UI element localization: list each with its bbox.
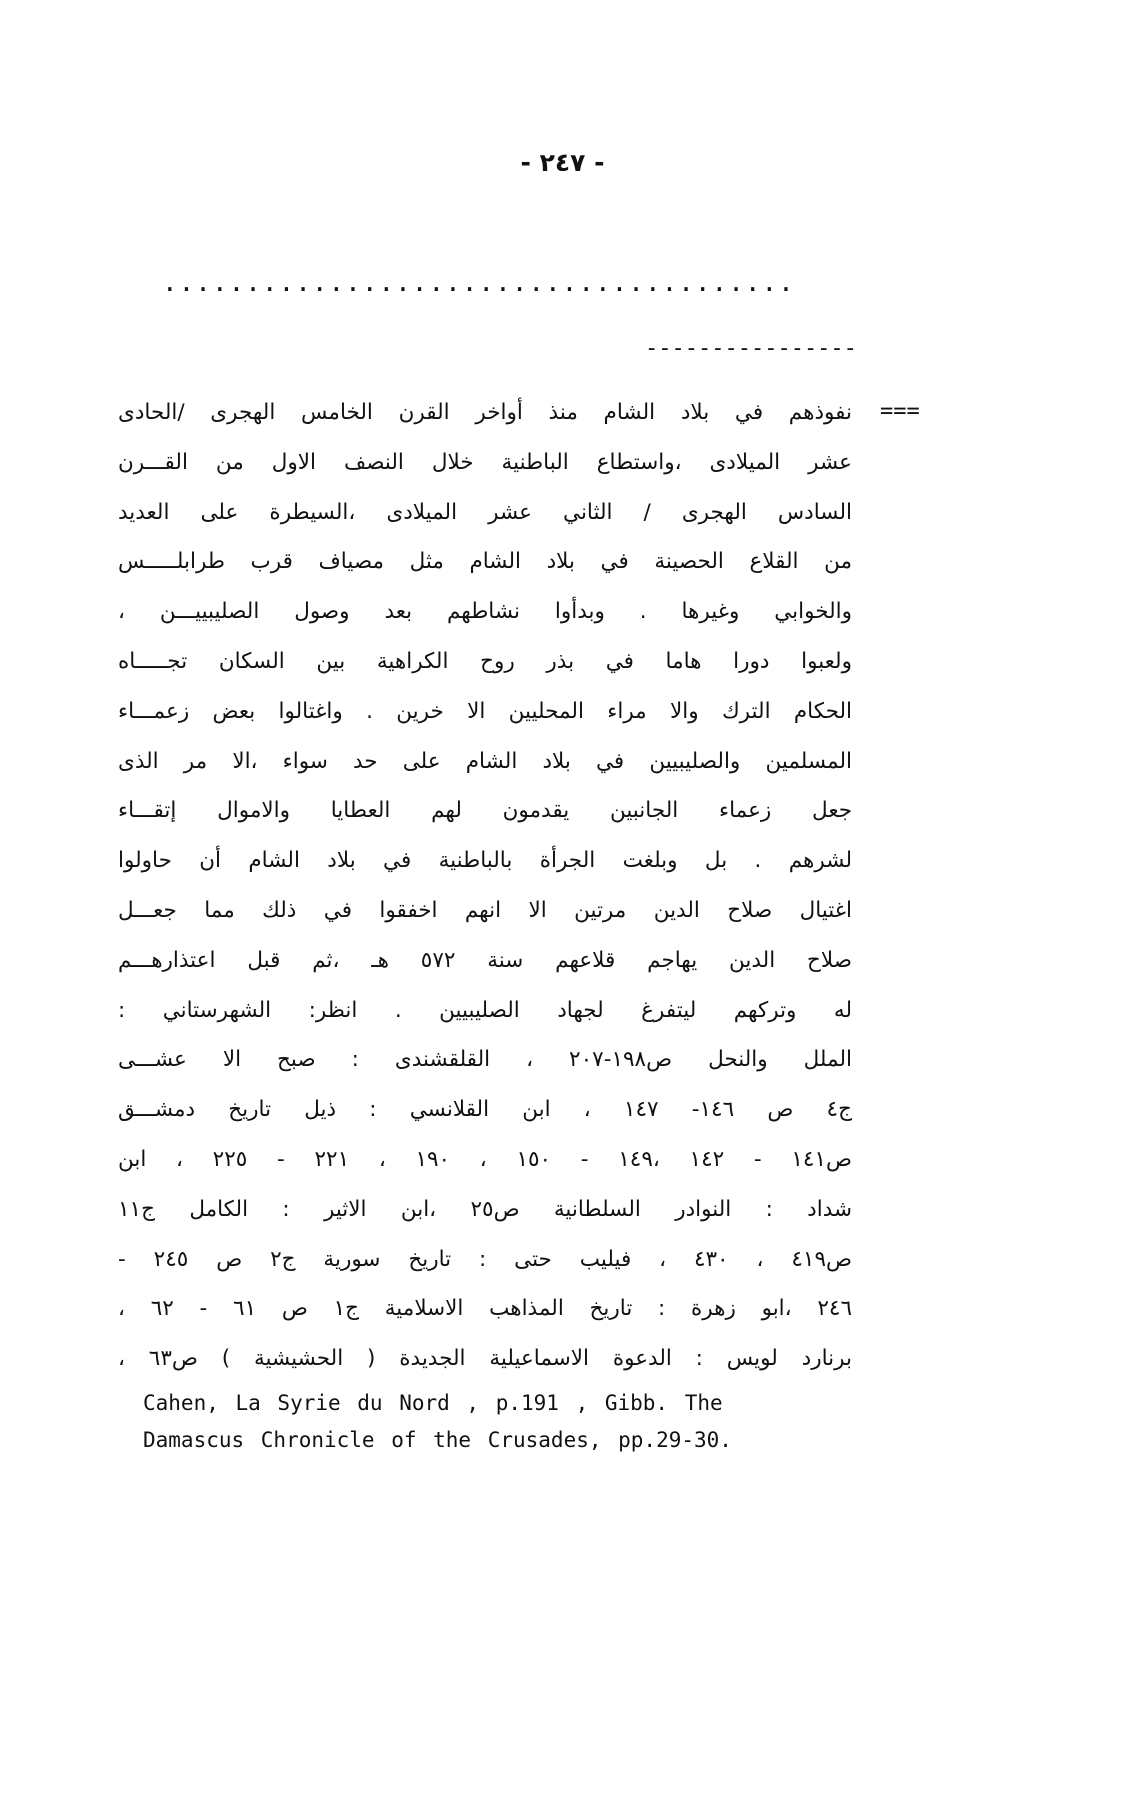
dashed-separator: ---------------- xyxy=(645,336,857,361)
reference-line: Cahen, La Syrie du Nord , p.191 , Gibb. The xyxy=(143,1391,723,1415)
reference-line: Damascus Chronicle of the Crusades, pp.29-30. xyxy=(143,1428,732,1452)
footnote-line: ج٤ ص ١٤٦- ١٤٧ ، ابن القلانسي : ذيل تاريخ دمشـــق xyxy=(118,1097,852,1123)
dotted-separator: ...................................... xyxy=(162,268,795,298)
footnote-line: اغتيال صلاح الدين مرتين الا انهم اخفقوا في ذلك مما جعـــل xyxy=(118,897,852,923)
footnote-line: ٢٤٦ ،ابو زهرة : تاريخ المذاهب الاسلامية ج١ ص ٦١ - ٦٢ ، xyxy=(118,1296,852,1322)
footnote-line: نفوذهم في بلاد الشام منذ أواخر القرن الخامس الهجرى /الحادى xyxy=(118,400,852,425)
continuation-marker: === xyxy=(880,399,920,424)
footnote-line: جعل زعماء الجانبين يقدمون لهم العطايا والاموال إتقـــاء xyxy=(118,798,852,824)
footnote-line: والخوابي وغيرها . وبدأوا نشاطهم بعد وصول الصليبييـــن ، xyxy=(118,599,852,625)
footnote-line: ولعبوا دورا هاما في بذر روح الكراهية بين السكان تجـــــاه xyxy=(118,648,852,674)
footnote-line: شداد : النوادر السلطانية ص٢٥ ،ابن الاثير : الكامل ج١١ xyxy=(118,1196,852,1222)
footnote-line: السادس الهجرى / الثاني عشر الميلادى ،السيطرة على العديد xyxy=(118,499,852,525)
footnote-latin-references xyxy=(143,1385,863,1459)
footnote-line: لشرهم . بل وبلغت الجرأة بالباطنية في بلاد الشام أن حاولوا xyxy=(118,848,852,874)
footnote-line: عشر الميلادى ،واستطاع الباطنية خلال النصف الاول من القـــرن xyxy=(118,449,852,475)
footnote-line: برنارد لويس : الدعوة الاسماعيلية الجديدة ( الحشيشية ) ص٦٣ ، xyxy=(118,1346,852,1372)
footnote-line: من القلاع الحصينة في بلاد الشام مثل مصياف قرب طرابلـــــس xyxy=(118,549,852,575)
footnote-line: صلاح الدين يهاجم قلاعهم سنة ٥٧٢ هـ ،ثم قبل اعتذارهـــم xyxy=(118,947,852,973)
footnote-line: المسلمين والصليبيين في بلاد الشام على حد سواء ،الا مر الذى xyxy=(118,748,852,774)
page-number: - ٢٤٧ - xyxy=(520,148,605,177)
footnote-line: له وتركهم ليتفرغ لجهاد الصليبيين . انظر: الشهرستاني : xyxy=(118,997,852,1023)
footnote-line: ص٤١٩ ، ٤٣٠ ، فيليب حتى : تاريخ سورية ج٢ ص ٢٤٥ - xyxy=(118,1246,852,1272)
footnote-line: الحكام الترك والا مراء المحليين الا خرين . واغتالوا بعض زعمـــاء xyxy=(118,698,852,724)
footnote-line: ص١٤١ - ١٤٢ ،١٤٩ - ١٥٠ ، ١٩٠ ، ٢٢١ - ٢٢٥ ، ابن xyxy=(118,1146,852,1172)
footnote-line: الملل والنحل ص١٩٨-٢٠٧ ، القلقشندى : صبح الا عشـــى xyxy=(118,1047,852,1073)
footnote-arabic-text xyxy=(118,388,852,1384)
